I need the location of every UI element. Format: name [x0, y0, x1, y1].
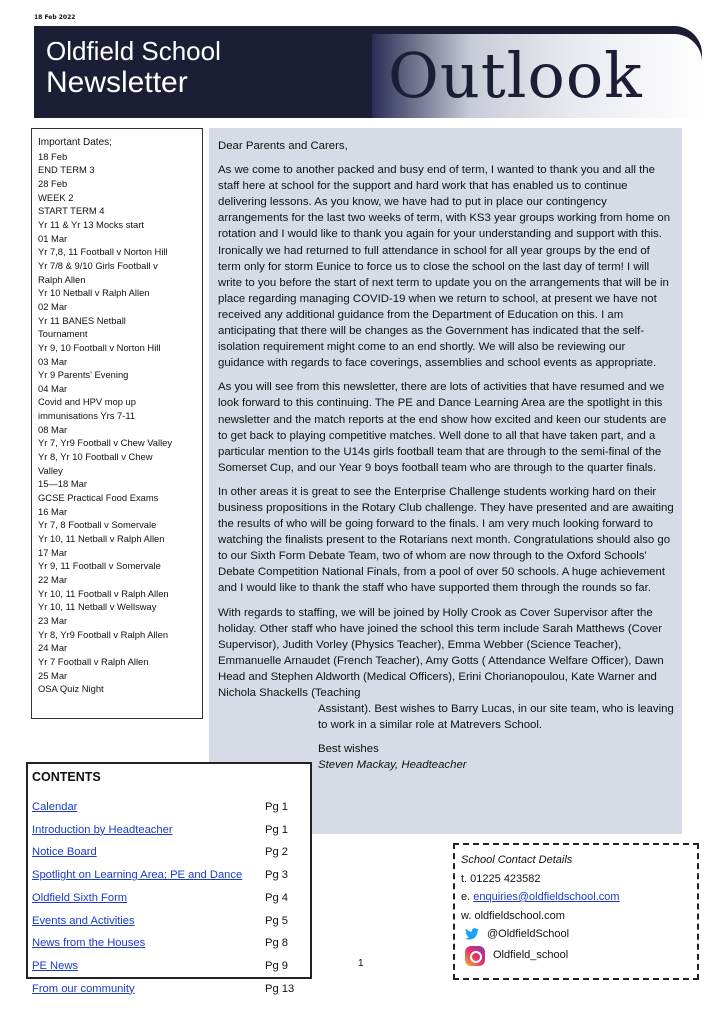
date-line: Yr 7 Football v Ralph Allen — [38, 655, 149, 667]
contents-row — [32, 955, 305, 978]
date-line: 03 Mar — [38, 355, 68, 367]
letter-paragraph-continued: Assistant). Best wishes to Barry Lucas, in our site team, who is leaving to work in a similar role at Matrevers School. — [318, 703, 674, 732]
contact-phone: t. 01225 423582 — [461, 872, 541, 885]
date-line: GCSE Practical Food Exams — [38, 492, 159, 504]
contents-title: CONTENTS — [32, 770, 101, 784]
date-line: Yr 10, 11 Netball v Wellsway — [38, 601, 157, 613]
contents-row — [32, 796, 305, 819]
contact-email-prefix: e. — [461, 891, 474, 903]
contents-row — [32, 819, 305, 842]
twitter-handle[interactable]: @OldfieldSchool — [487, 928, 570, 940]
date-line: Yr 8, Yr 10 Football v Chew — [38, 451, 153, 463]
instagram-handle[interactable]: Oldfield_school — [493, 949, 569, 962]
contact-details-box — [453, 843, 699, 980]
contents-page: Pg 1 — [265, 801, 289, 813]
date-line: Yr 10, 11 Netball v Ralph Allen — [38, 533, 165, 545]
contents-row — [32, 841, 305, 864]
contact-email-link[interactable]: enquiries@oldfieldschool.com — [473, 891, 620, 903]
date-line: OSA Quiz Night — [38, 683, 104, 695]
date-line: Yr 7, 8 Football v Somervale — [38, 519, 157, 531]
date-line: 15—18 Mar — [38, 478, 87, 490]
contents-link-events[interactable]: Events and Activities — [32, 914, 135, 927]
date-line: Yr 9, 11 Football v Somervale — [38, 560, 161, 572]
date-line: Covid and HPV mop up — [38, 396, 136, 408]
letter-greeting: Dear Parents and Carers, — [218, 140, 348, 152]
date-line: 23 Mar — [38, 614, 68, 626]
banner-newsletter-label: Newsletter — [46, 66, 188, 99]
letter-sign-off: Best wishes — [318, 743, 379, 756]
contents-page: Pg 9 — [265, 959, 289, 972]
banner-school-name: Oldfield School — [46, 36, 221, 66]
date-line: 22 Mar — [38, 574, 68, 585]
date-line: 08 Mar — [38, 423, 68, 435]
contents-page: Pg 2 — [265, 846, 289, 859]
date-line: immunisations Yrs 7-11 — [38, 410, 136, 422]
headteacher-letter — [209, 128, 682, 834]
contents-page: Pg 3 — [265, 869, 289, 882]
contents-page: Pg 8 — [265, 937, 289, 950]
date-line: Yr 7, Yr9 Football v Chew Valley — [38, 437, 173, 449]
date-line: Yr 10 Netball v Ralph Allen — [38, 287, 150, 299]
letter-paragraph: In other areas it is great to see the Enterprise Challenge students working hard on their business propositions in the Rotary Club challenge. They have presented and are awaiting the results of who will be going forward to the finals. I am very much looking forward to watching the finalists present to the Rotarians next month. Congratulations should also go to our Sixth Form Debate Team, two of whom are now through to the Oxford Schools' Debate Competition National Finals, from a pool of over 50 schools. A huge achievement and I would like to thank the staff who have supported them through the rounds so far. — [218, 485, 674, 595]
contents-link-spotlight[interactable]: Spotlight on Learning Area; PE and Dance — [32, 869, 243, 882]
date-line: Yr 9, 10 Football v Norton Hill — [38, 341, 161, 353]
page-number: 1 — [358, 958, 364, 969]
date-line: Ralph Allen — [38, 273, 86, 285]
contents-page: Pg 13 — [265, 982, 295, 995]
date-line: END TERM 3 — [38, 164, 95, 176]
contact-title: School Contact Details — [461, 854, 573, 866]
contents-link-introduction[interactable]: Introduction by Headteacher — [32, 823, 173, 836]
contents-link-pe-news[interactable]: PE News — [32, 959, 79, 972]
important-dates-box — [31, 128, 203, 719]
date-line: Yr 9 Parents' Evening — [38, 369, 129, 381]
banner-outlook-title: Outlook — [388, 39, 643, 112]
date-line: Tournament — [38, 328, 88, 340]
date-line: 18 Feb — [38, 150, 68, 162]
date-line: START TERM 4 — [38, 205, 105, 217]
contents-row — [32, 932, 305, 955]
contact-email-line — [461, 888, 691, 907]
contents-page: Pg 1 — [265, 823, 289, 836]
contents-page: Pg 5 — [265, 914, 289, 927]
date-line: 17 Mar — [38, 546, 68, 558]
instagram-icon — [465, 946, 485, 966]
date-line: Yr 7,8, 11 Football v Norton Hill — [38, 246, 168, 258]
contents-link-calendar[interactable]: Calendar — [32, 801, 78, 813]
contents-link-notice-board[interactable]: Notice Board — [32, 846, 97, 859]
contents-box — [26, 762, 312, 995]
contact-website: w. oldfieldschool.com — [461, 909, 565, 922]
contents-link-community[interactable]: From our community — [32, 982, 135, 995]
banner-title-block — [46, 36, 221, 100]
letter-signature: Steven Mackay, Headteacher — [318, 759, 467, 772]
date-line: Yr 8, Yr9 Football v Ralph Allen — [38, 628, 169, 640]
contents-row — [32, 864, 305, 887]
date-line: 24 Mar — [38, 642, 68, 654]
date-line: 01 Mar — [38, 232, 68, 244]
issue-date: 18 Feb 2022 — [34, 14, 76, 21]
date-line: 28 Feb — [38, 177, 68, 189]
date-line: 16 Mar — [38, 505, 68, 517]
twitter-row — [461, 925, 691, 944]
date-line: Yr 11 BANES Netball — [38, 314, 126, 326]
date-line: 25 Mar — [38, 669, 68, 681]
letter-paragraph: With regards to staffing, we will be joined by Holly Crook as Cover Supervisor after the holiday. Other staff who have joined the school this term include Sarah Matthews (Cover Supervisor), Judith Vorley (Physics Teacher), Emma Webber (Science Teacher), Emmanuelle Arnaudet (French Teacher), Amy Gotts ( Attendance Welfare Officer), Dawn Head and Stephen Aldworth (Medical Officers), Erini Chorianopoulou, Kate Warner and Nichola Shackells (Teaching — [218, 606, 664, 699]
contents-row — [32, 887, 305, 910]
contents-link-sixth-form[interactable]: Oldfield Sixth Form — [32, 891, 128, 904]
contents-row — [32, 910, 305, 933]
date-line: 02 Mar — [38, 300, 68, 312]
date-line: Yr 7/8 & 9/10 Girls Football v — [38, 259, 158, 271]
contents-page: Pg 4 — [265, 891, 289, 904]
date-line: 04 Mar — [38, 382, 68, 394]
letter-paragraph: As you will see from this newsletter, there are lots of activities that have resumed and we look forward to this continuing. The PE and Dance Learning Area are the spotlight in this newsletter and the match reports at the end show how excited and keen our students are to get back to playing competitive matches. Well done to all that have taken part, and a particular mention to the U14s girls football team that are through to the semi-final of the Somerset Cup, and our Year 9 boys football team who are through to the quarter finals. — [218, 381, 667, 474]
date-line: Valley — [38, 464, 63, 476]
letter-paragraph: As we come to another packed and busy end of term, I wanted to thank you and all the staff here at school for the support and hard work that has enabled us to continue delivering lessons. As you know, we have had to put in place our contingency arrangements for the last two weeks of term, with KS3 year groups working from home on rotation and I would like to thank you again for your understanding and support with this. Ironically we had returned to full attendance in school for all year groups by the end of term only for storm Eunice to force us to close the school on the last day of term! I will write to you before the start of next term to update you on the arrangements that will be in place regarding managing COVID-19 when we return to school, at present we have not received any additional guidance from the Department of Education on this. I am anticipating that there will be changes as the Government has indicated that the self-isolation requirement might come to an end shortly. We will also be reviewing our guidance with regards to face coverings, assemblies and school events as appropriate. — [218, 164, 671, 370]
contents-row — [32, 978, 305, 1001]
instagram-row — [461, 946, 691, 966]
date-line: Yr 10, 11 Football v Ralph Allen — [38, 587, 169, 599]
twitter-icon — [465, 928, 479, 940]
date-line: Yr 11 & Yr 13 Mocks start — [38, 218, 144, 230]
dates-heading: Important Dates; — [38, 137, 112, 148]
newsletter-banner — [34, 26, 702, 118]
date-line: WEEK 2 — [38, 191, 74, 203]
contents-link-houses[interactable]: News from the Houses — [32, 937, 146, 950]
